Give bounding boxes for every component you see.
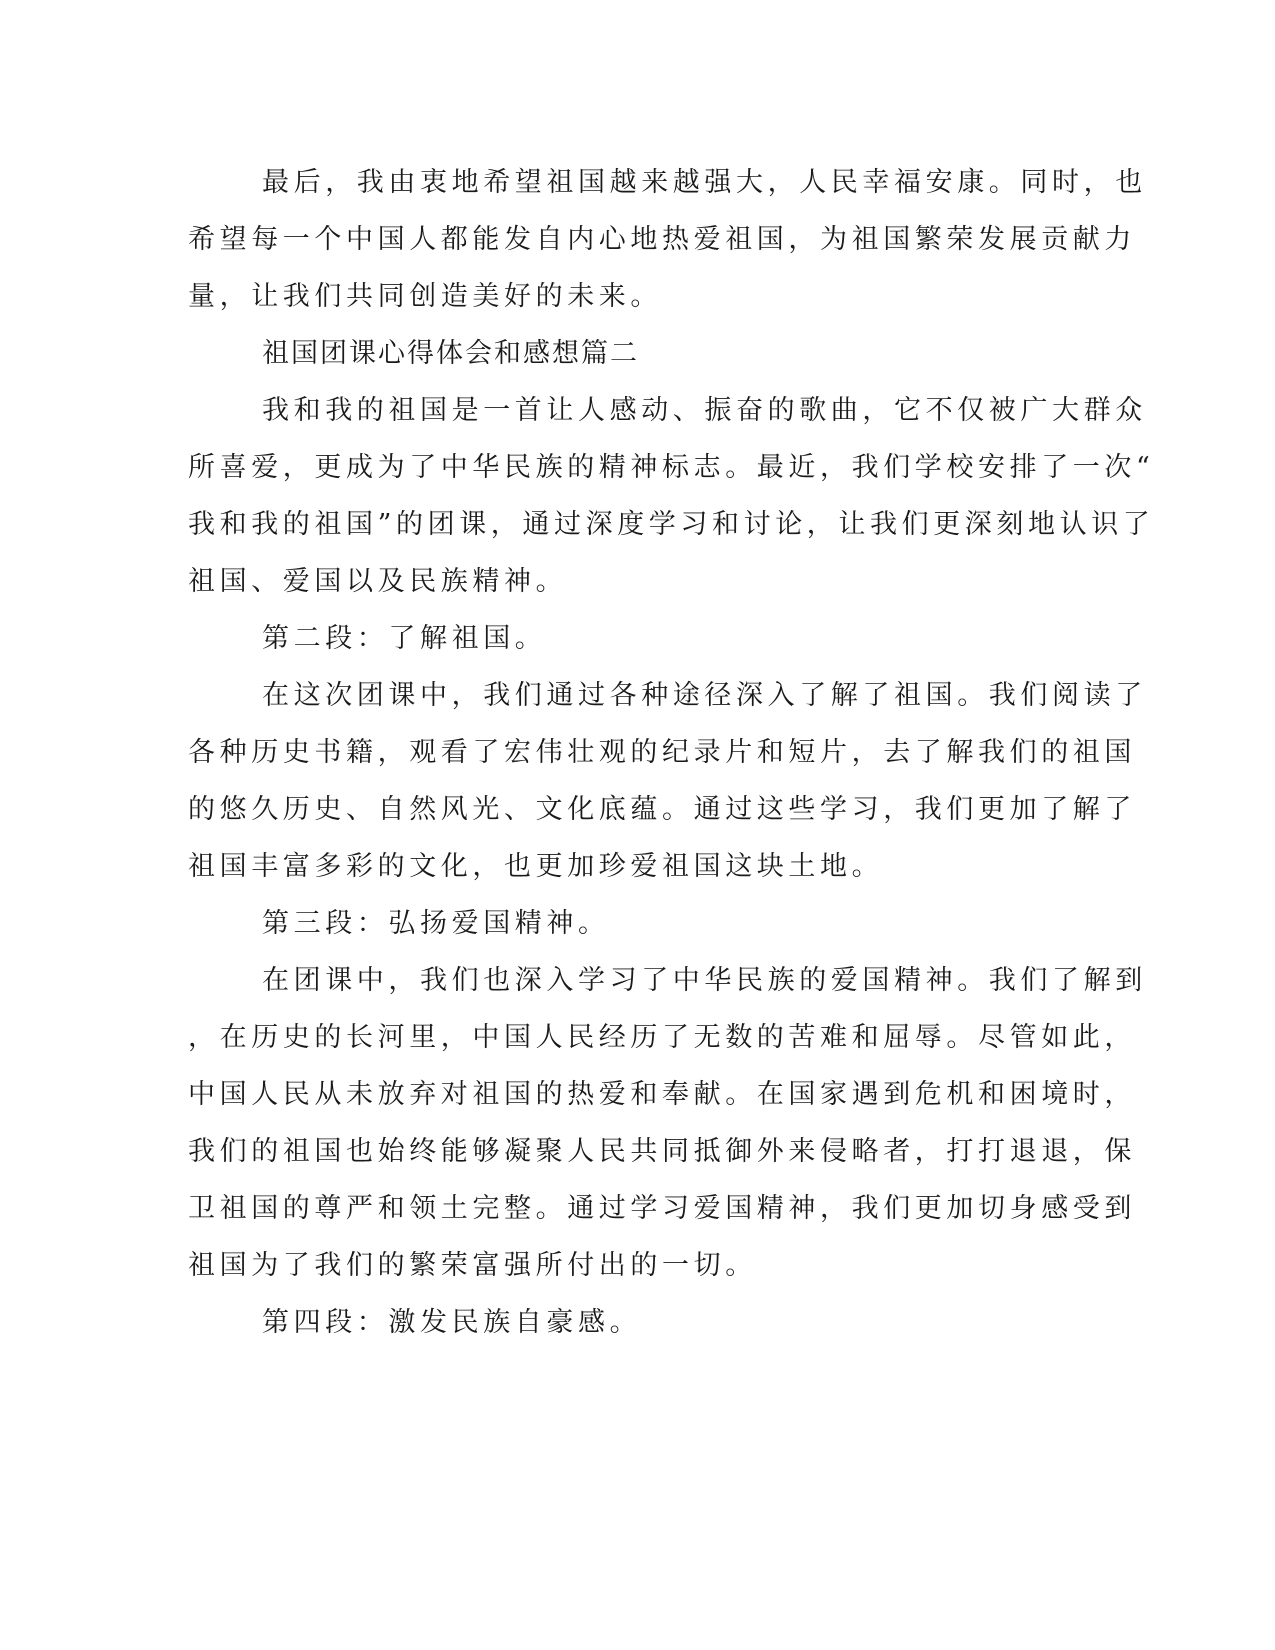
paragraph-line: 希望每一个中国人都能发自内心地热爱祖国，为祖国繁荣发展贡献力 — [188, 224, 1136, 255]
section-heading: 第三段：弘扬爱国精神。 — [262, 908, 610, 939]
section-heading: 第二段：了解祖国。 — [262, 623, 547, 654]
paragraph-line: 量，让我们共同创造美好的未来。 — [188, 281, 662, 312]
paragraph-line: 最后，我由衷地希望祖国越来越强大，人民幸福安康。同时，也 — [262, 167, 1147, 198]
paragraph-line: 卫祖国的尊严和领土完整。通过学习爱国精神，我们更加切身感受到 — [188, 1193, 1136, 1224]
paragraph-line: 在这次团课中，我们通过各种途径深入了解了祖国。我们阅读了 — [262, 680, 1147, 711]
paragraph-line: 我们的祖国也始终能够凝聚人民共同抵御外来侵略者，打打退退，保 — [188, 1136, 1136, 1167]
paragraph-line: 中国人民从未放弃对祖国的热爱和奉献。在国家遇到危机和困境时， — [188, 1079, 1136, 1110]
section-heading: 第四段：激发民族自豪感。 — [262, 1307, 642, 1338]
paragraph-line: 各种历史书籍，观看了宏伟壮观的纪录片和短片，去了解我们的祖国 — [188, 737, 1136, 768]
paragraph-line: 祖国丰富多彩的文化，也更加珍爱祖国这块土地。 — [188, 851, 884, 882]
paragraph-line: 的悠久历史、自然风光、文化底蕴。通过这些学习，我们更加了解了 — [188, 794, 1136, 825]
paragraph-line: 我和我的祖国是一首让人感动、振奋的歌曲，它不仅被广大群众 — [262, 395, 1147, 426]
paragraph-line: 在团课中，我们也深入学习了中华民族的爱国精神。我们了解到 — [262, 965, 1147, 996]
paragraph-line: 所喜爱，更成为了中华民族的精神标志。最近，我们学校安排了一次“ — [188, 452, 1155, 483]
paragraph-line: ，在历史的长河里，中国人民经历了无数的苦难和屈辱。尽管如此， — [188, 1022, 1136, 1053]
paragraph-line: 祖国、爱国以及民族精神。 — [188, 566, 568, 597]
paragraph-line: 我和我的祖国”的团课，通过深度学习和讨论，让我们更深刻地认识了 — [188, 509, 1155, 540]
section-title: 祖国团课心得体会和感想篇二 — [262, 338, 639, 369]
paragraph-line: 祖国为了我们的繁荣富强所付出的一切。 — [188, 1250, 757, 1281]
